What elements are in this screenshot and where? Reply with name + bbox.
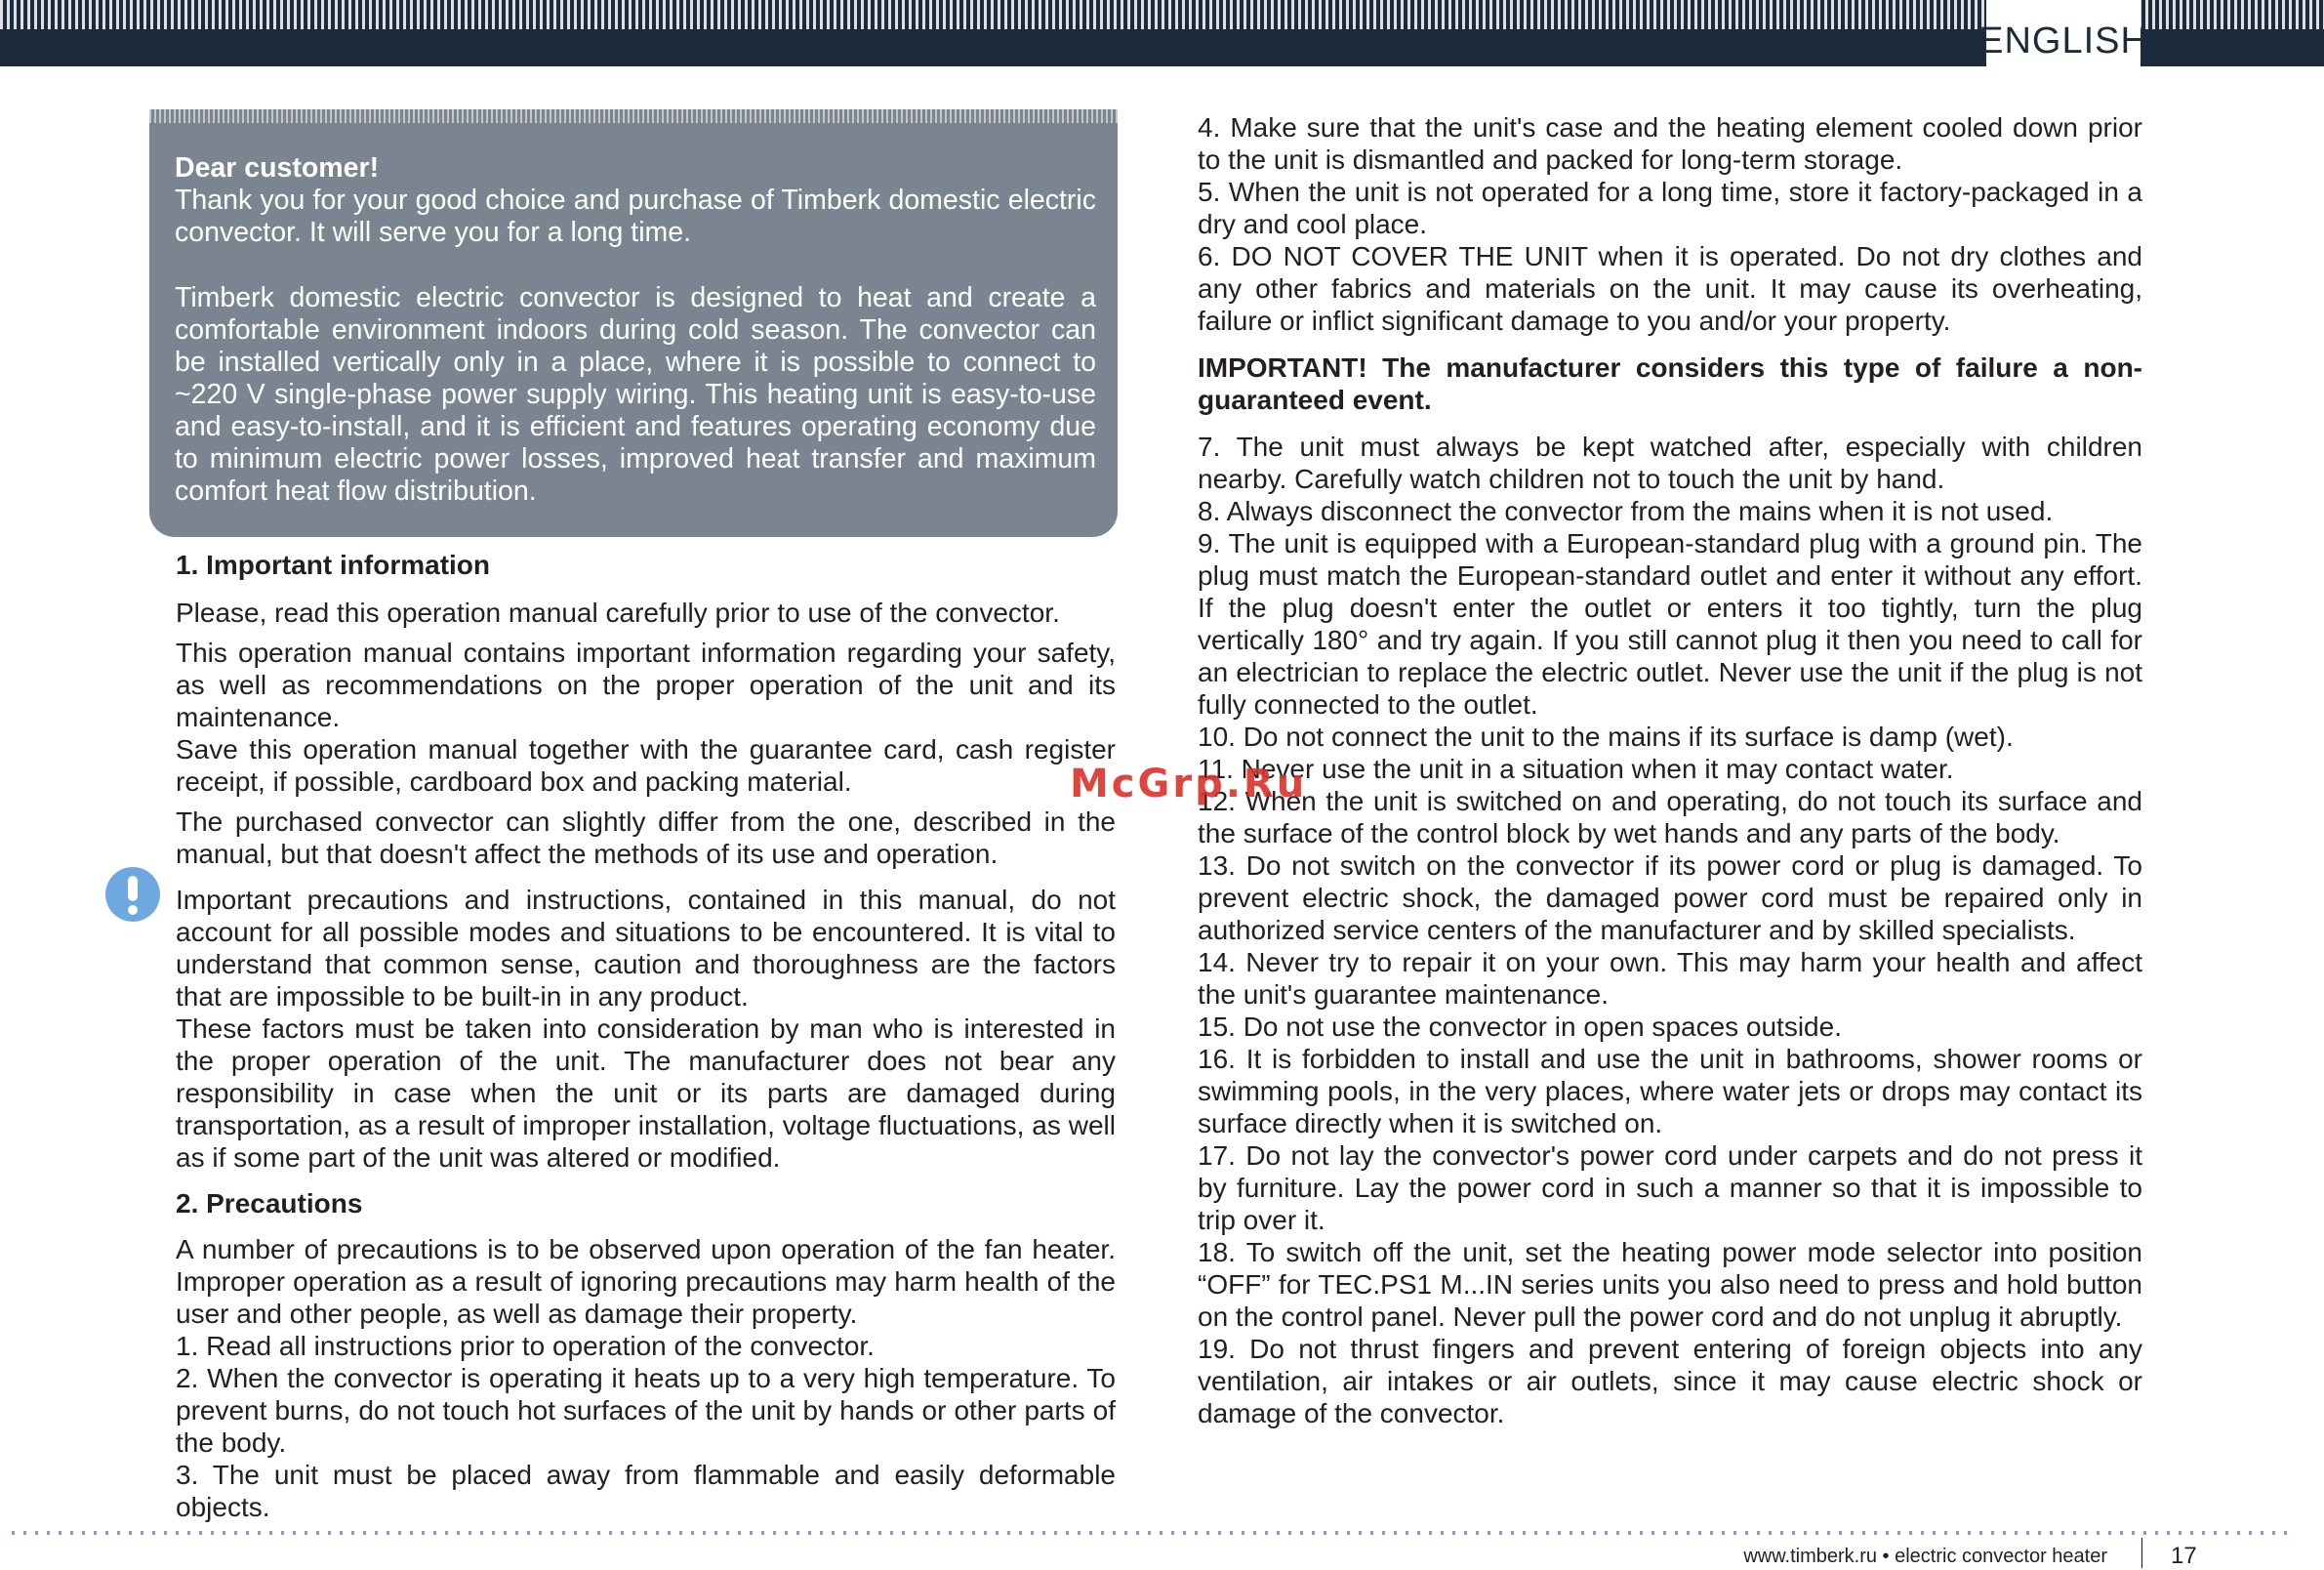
precaution-item: 16. It is forbidden to install and use the unit in bathrooms, shower rooms or swimming pools, in the very places, where water jets or drops may contact its surface directly when it is switched on.: [1198, 1044, 2142, 1138]
section2-intro: A number of precautions is to be observed upon operation of the fan heater. Improper operation as a result of ignoring precautions may harm health of the user and other people, as well as damage their property.: [176, 1234, 1116, 1329]
intro-thanks: Thank you for your good choice and purchase of Timberk domestic electric convector. It will serve you for a long time.: [175, 185, 1096, 248]
exclamation-icon: [105, 867, 160, 922]
precaution-item: 1. Read all instructions prior to operation of the convector.: [176, 1331, 875, 1361]
precaution-item: 2. When the convector is operating it heats up to a very high temperature. To prevent burns, do not touch hot surfaces of the unit by hands or other parts of the body.: [176, 1363, 1116, 1458]
important-note: IMPORTANT! The manufacturer considers this type of failure a non-guaranteed event.: [1198, 352, 2142, 415]
precaution-item: 7. The unit must always be kept watched after, especially with children nearby. Carefully watch children not to touch the unit by hand.: [1198, 432, 2142, 494]
page-number: 17: [2171, 1543, 2197, 1569]
precaution-item: 6. DO NOT COVER THE UNIT when it is operated. Do not dry clothes and any other fabrics and materials on the unit. It may cause its overheating, failure or inflict significant damage to you and/or your property.: [1198, 241, 2142, 336]
section1-paragraph: Save this operation manual together with the guarantee card, cash register receipt, if possible, cardboard box and packing material.: [176, 734, 1116, 797]
precaution-item: 15. Do not use the convector in open spaces outside.: [1198, 1012, 1842, 1042]
precaution-item: 9. The unit is equipped with a European-standard plug with a ground pin. The plug must match the European-standard outlet and enter it without any effort. If the plug doesn't enter the outlet or enters it too tightly, turn the plug vertically 180° and try again. If you still cannot plug it then you need to call for an electrician to replace the electric outlet. Never use the unit if the plug is not fully connected to the outlet.: [1198, 528, 2142, 720]
header-stripes: [0, 0, 2324, 29]
section1-paragraph: The purchased convector can slightly differ from the one, described in the manual, but that doesn't affect the methods of its use and operation.: [176, 806, 1116, 869]
precaution-item: 8. Always disconnect the convector from the mains when it is not used.: [1198, 496, 2054, 526]
precaution-item: 3. The unit must be placed away from flammable and easily deformable objects.: [176, 1460, 1116, 1522]
precaution-item: 17. Do not lay the convector's power cord under carpets and do not press it by furniture. Lay the power cord in such a manner so that it is impossible to trip over it.: [1198, 1140, 2142, 1235]
language-label: ENGLISH: [1986, 0, 2141, 66]
warning-paragraph: These factors must be taken into consideration by man who is interested in the proper operation of the unit. The manufacturer does not bear any responsibility in case when the unit or its parts are damaged during transportation, as a result of improper installation, voltage fluctuations, as well as if some part of the unit was altered or modified.: [176, 1013, 1116, 1173]
intro-box: [149, 109, 1118, 537]
precaution-item: 12. When the unit is switched on and operating, do not touch its surface and the surface of the control block by wet hands and any parts of the body.: [1198, 786, 2142, 848]
warning-paragraph: Important precautions and instructions, contained in this manual, do not account for all possible modes and situations to be encountered. It is vital to understand that common sense, caution and thoroughness are the factors that are impossible to be built-in in any product.: [176, 885, 1116, 1012]
precaution-item: 4. Make sure that the unit's case and the heating element cooled down prior to the unit is dismantled and packed for long-term storage.: [1198, 112, 2142, 175]
precaution-item: 13. Do not switch on the convector if its power cord or plug is damaged. To prevent electric shock, the damaged power cord must be repaired only in authorized service centers of the manufacturer and by skilled specialists.: [1198, 850, 2142, 945]
precaution-item: 11. Never use the unit in a situation when it may contact water.: [1198, 754, 1954, 784]
right-column: [1198, 111, 2142, 1429]
precaution-item: 18. To switch off the unit, set the heating power mode selector into position “OFF” for TEC.PS1 M...IN series units you also need to press and hold button on the control panel. Never pull the power cord and do not unplug it abruptly.: [1198, 1237, 2142, 1332]
watermark: McGrp.Ru: [1070, 762, 1308, 806]
precaution-item: 5. When the unit is not operated for a long time, store it factory-packaged in a dry and cool place.: [1198, 177, 2142, 239]
section1-paragraph: This operation manual contains important information regarding your safety, as well as recommendations on the proper operation of the unit and its maintenance.: [176, 638, 1116, 732]
footer-divider: [12, 1531, 2296, 1535]
precaution-item: 14. Never try to repair it on your own. This may harm your health and affect the unit's guarantee maintenance.: [1198, 947, 2142, 1010]
intro-greeting: Dear customer!: [175, 152, 380, 184]
header-bar: [0, 0, 2324, 66]
section1-paragraph: Please, read this operation manual carefully prior to use of the convector.: [176, 598, 1060, 628]
precaution-item: 19. Do not thrust fingers and prevent entering of foreign objects into any ventilation, air intakes or air outlets, since it may cause electric shock or damage of the convector.: [1198, 1334, 2142, 1428]
section2-heading: 2. Precautions: [176, 1188, 363, 1219]
left-column: [176, 549, 1116, 1523]
page-number-divider: [2141, 1538, 2142, 1568]
intro-description: Timberk domestic electric convector is designed to heat and create a comfortable environment indoors during cold season. The convector can be installed vertically only in a place, where it is possible to connect to ~220 V single-phase power supply wiring. This heating unit is easy-to-use and easy-to-install, and it is efficient and features operating economy due to minimum electric power losses, improved heat transfer and maximum comfort heat flow distribution.: [175, 282, 1096, 507]
footer-text: www.timberk.ru • electric convector heater: [1743, 1546, 2107, 1567]
section1-heading: 1. Important information: [176, 550, 490, 580]
precaution-item: 10. Do not connect the unit to the mains if its surface is damp (wet).: [1198, 722, 2014, 752]
